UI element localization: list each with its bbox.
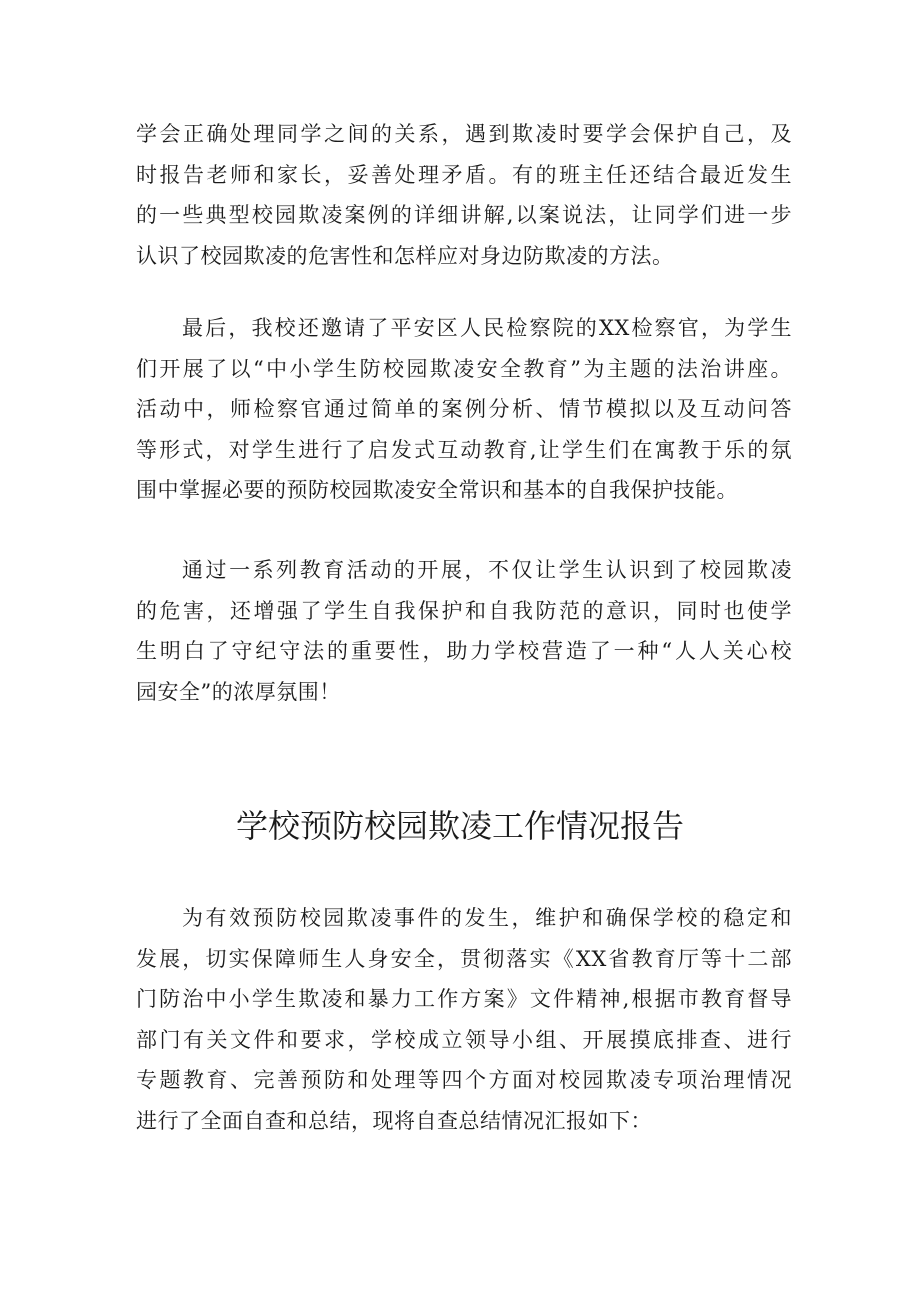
- text-line: 门防治中小学生欺凌和暴力工作方案》文件精神,根据市教育督导: [136, 987, 792, 1012]
- text-line: 时报告老师和家长，妥善处理矛盾。有的班主任还结合最近发生: [136, 162, 792, 187]
- paragraph-prosecutor-lecture: [136, 308, 792, 511]
- text-line: 的一些典型校园欺凌案例的详细讲解,以案说法，让同学们进一步: [136, 203, 792, 228]
- text-line: 园安全”的浓厚氛围！: [136, 679, 341, 704]
- text-line: 围中掌握必要的预防校园欺凌安全常识和基本的自我保护技能。: [136, 478, 738, 503]
- text-line: 认识了校园欺凌的危害性和怎样应对身边防欺凌的方法。: [136, 243, 674, 268]
- text-line: 生明白了守纪守法的重要性，助力学校营造了一种“人人关心校: [136, 639, 792, 664]
- paragraph-activity-summary: [136, 550, 792, 712]
- text-line: 的危害，还增强了学生自我保护和自我防范的意识，同时也使学: [136, 598, 792, 623]
- report-title: 学校预防校园欺凌工作情况报告: [235, 807, 684, 845]
- text-line: 活动中，师检察官通过简单的案例分析、情节模拟以及互动问答: [136, 397, 792, 422]
- text-line: 通过一系列教育活动的开展，不仅让学生认识到了校园欺凌: [182, 558, 792, 582]
- text-line: 学会正确处理同学之间的关系，遇到欺凌时要学会保护自己，及: [136, 122, 792, 146]
- text-line: 们开展了以“中小学生防校园欺凌安全教育”为主题的法治讲座。: [136, 356, 792, 381]
- text-line: 为有效预防校园欺凌事件的发生，维护和确保学校的稳定和: [182, 906, 792, 930]
- text-line: 等形式，对学生进行了启发式互动教育,让学生们在寓教于乐的氛: [136, 437, 792, 462]
- text-line: 专题教育、完善预防和处理等四个方面对校园欺凌专项治理情况: [136, 1068, 792, 1093]
- text-line: 最后，我校还邀请了平安区人民检察院的XX检察官，为学生: [182, 316, 792, 340]
- paragraph-anti-bullying-class-meeting: [136, 114, 792, 276]
- paragraph-report-introduction: [136, 898, 792, 1142]
- text-line: 部门有关文件和要求，学校成立领导小组、开展摸底排查、进行: [136, 1027, 792, 1052]
- text-line: 发展，切实保障师生人身安全，贯彻落实《XX省教育厅等十二部: [136, 946, 792, 971]
- text-line: 进行了全面自查和总结，现将自查总结情况汇报如下：: [136, 1108, 652, 1133]
